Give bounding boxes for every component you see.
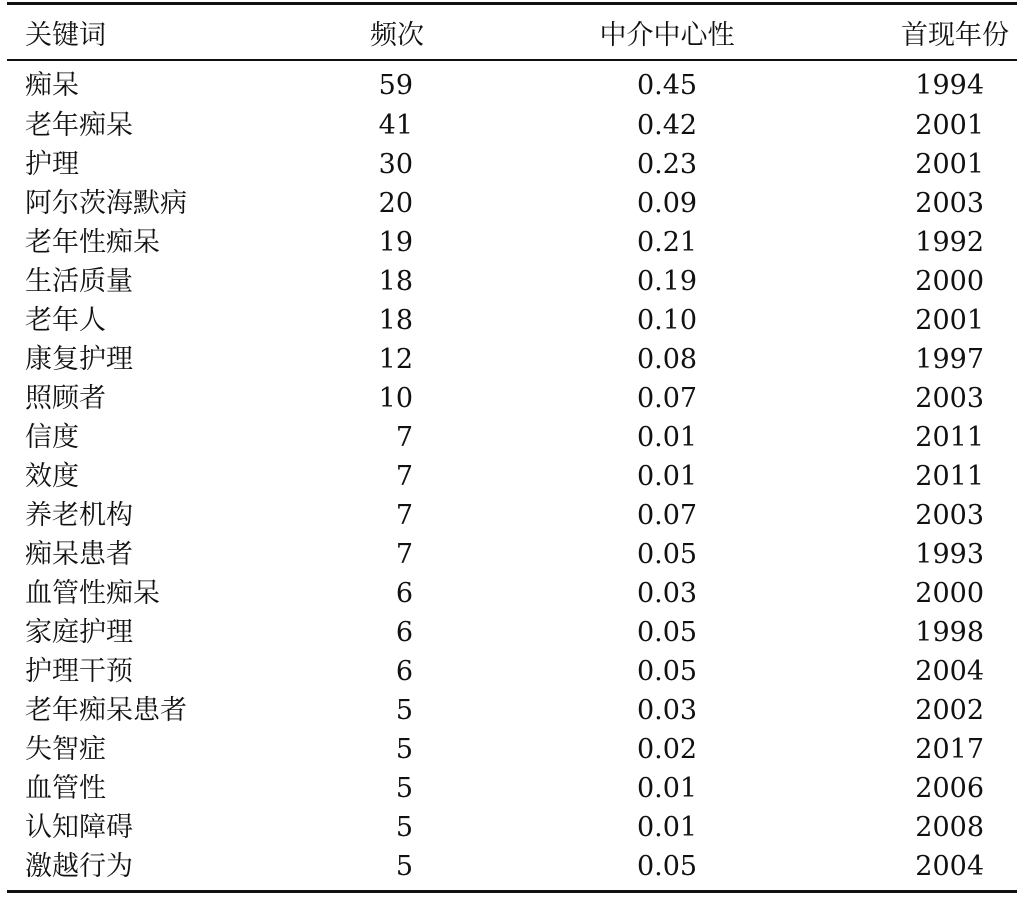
cell-keyword: 效度 [25, 461, 79, 492]
table-header [7, 5, 1017, 59]
header-row [7, 5, 1017, 59]
table-row [7, 730, 1017, 769]
cell-centrality: 0.42 [636, 110, 698, 141]
cell-frequency: 19 [378, 227, 413, 258]
table-row [7, 457, 1017, 496]
cell-centrality: 0.05 [636, 851, 698, 882]
cell-frequency: 18 [378, 305, 413, 336]
cell-frequency: 7 [395, 500, 413, 531]
cell-frequency-wrap [297, 574, 497, 613]
cell-centrality: 0.01 [636, 461, 698, 492]
cell-frequency-wrap [297, 106, 497, 145]
cell-frequency: 18 [378, 266, 413, 297]
cell-keyword: 护理 [25, 149, 79, 180]
cell-keyword: 养老机构 [25, 500, 133, 531]
cell-keyword: 信度 [25, 422, 79, 453]
table-body [7, 59, 1017, 886]
cell-frequency: 5 [395, 812, 413, 843]
header-centrality: 中介中心性 [599, 19, 735, 51]
table-row [7, 301, 1017, 340]
table-row [7, 652, 1017, 691]
cell-frequency-wrap [297, 496, 497, 535]
table-row [7, 379, 1017, 418]
table-row [7, 262, 1017, 301]
cell-keyword: 照顾者 [25, 383, 106, 414]
cell-frequency: 59 [378, 70, 413, 101]
cell-keyword: 激越行为 [25, 851, 133, 882]
cell-first-year: 2006 [915, 773, 984, 804]
cell-frequency-wrap [297, 379, 497, 418]
table-row [7, 535, 1017, 574]
cell-frequency-wrap [297, 847, 497, 886]
cell-first-year: 1993 [915, 539, 984, 570]
header-keyword: 关键词 [25, 19, 106, 51]
cell-frequency-wrap [297, 262, 497, 301]
table-row [7, 340, 1017, 379]
table-row [7, 691, 1017, 730]
cell-frequency-wrap [297, 730, 497, 769]
cell-centrality: 0.08 [636, 344, 698, 375]
cell-centrality: 0.09 [636, 188, 698, 219]
cell-first-year: 2001 [915, 305, 984, 336]
cell-frequency: 6 [395, 656, 413, 687]
cell-first-year: 2004 [915, 851, 984, 882]
cell-centrality: 0.01 [636, 812, 698, 843]
cell-frequency: 6 [395, 578, 413, 609]
cell-centrality: 0.01 [636, 773, 698, 804]
cell-first-year: 1994 [915, 70, 984, 101]
cell-frequency: 7 [395, 461, 413, 492]
cell-centrality: 0.23 [636, 149, 698, 180]
cell-centrality: 0.10 [636, 305, 698, 336]
cell-first-year: 2003 [915, 500, 984, 531]
cell-first-year: 2003 [915, 188, 984, 219]
cell-first-year: 2008 [915, 812, 984, 843]
cell-frequency: 5 [395, 734, 413, 765]
table-row [7, 223, 1017, 262]
keyword-table-container [7, 0, 1017, 921]
cell-first-year: 2017 [915, 734, 984, 765]
cell-first-year: 2001 [915, 149, 984, 180]
cell-keyword: 阿尔茨海默病 [25, 188, 187, 219]
cell-centrality: 0.01 [636, 422, 698, 453]
cell-frequency-wrap [297, 301, 497, 340]
cell-keyword: 血管性痴呆 [25, 578, 160, 609]
cell-centrality: 0.45 [636, 70, 698, 101]
table-row [7, 574, 1017, 613]
cell-centrality: 0.07 [636, 500, 698, 531]
cell-first-year: 1998 [915, 617, 984, 648]
table-row [7, 496, 1017, 535]
cell-frequency: 6 [395, 617, 413, 648]
cell-centrality: 0.02 [636, 734, 698, 765]
cell-keyword: 老年人 [25, 305, 106, 336]
table-row [7, 184, 1017, 223]
cell-frequency-wrap [297, 457, 497, 496]
table-row [7, 106, 1017, 145]
cell-first-year: 1997 [915, 344, 984, 375]
cell-keyword: 家庭护理 [25, 617, 133, 648]
table-row [7, 769, 1017, 808]
cell-centrality: 0.07 [636, 383, 698, 414]
table-row [7, 418, 1017, 457]
cell-frequency-wrap [297, 340, 497, 379]
cell-first-year: 2000 [915, 578, 984, 609]
cell-first-year: 2001 [915, 110, 984, 141]
cell-first-year: 2011 [915, 461, 984, 492]
cell-keyword: 老年性痴呆 [25, 227, 160, 258]
cell-frequency: 30 [378, 149, 413, 180]
cell-keyword: 康复护理 [25, 344, 133, 375]
cell-frequency-wrap [297, 769, 497, 808]
keyword-table [7, 5, 1017, 886]
cell-frequency-wrap [297, 59, 497, 106]
cell-frequency-wrap [297, 223, 497, 262]
cell-frequency: 5 [395, 695, 413, 726]
cell-keyword: 老年痴呆患者 [25, 695, 187, 726]
cell-keyword: 失智症 [25, 734, 106, 765]
cell-keyword: 老年痴呆 [25, 110, 133, 141]
cell-centrality: 0.05 [636, 656, 698, 687]
cell-keyword: 护理干预 [25, 656, 133, 687]
table-row [7, 808, 1017, 847]
cell-frequency: 7 [395, 422, 413, 453]
cell-first-year: 2002 [915, 695, 984, 726]
table-row [7, 59, 1017, 106]
cell-frequency-wrap [297, 535, 497, 574]
cell-keyword: 痴呆患者 [25, 539, 133, 570]
cell-frequency-wrap [297, 145, 497, 184]
cell-frequency: 5 [395, 851, 413, 882]
cell-centrality: 0.21 [636, 227, 698, 258]
cell-first-year: 2003 [915, 383, 984, 414]
cell-frequency-wrap [297, 184, 497, 223]
cell-frequency: 10 [378, 383, 413, 414]
cell-frequency-wrap [297, 691, 497, 730]
cell-centrality: 0.19 [636, 266, 698, 297]
table-row [7, 145, 1017, 184]
cell-keyword: 认知障碍 [25, 812, 133, 843]
cell-centrality: 0.05 [636, 617, 698, 648]
cell-frequency-wrap [297, 418, 497, 457]
cell-first-year: 2011 [915, 422, 984, 453]
header-frequency: 频次 [370, 19, 424, 51]
table-row [7, 613, 1017, 652]
cell-first-year: 2000 [915, 266, 984, 297]
cell-frequency-wrap [297, 613, 497, 652]
cell-keyword: 生活质量 [25, 266, 133, 297]
cell-first-year: 2004 [915, 656, 984, 687]
cell-centrality: 0.03 [636, 578, 698, 609]
cell-frequency: 5 [395, 773, 413, 804]
cell-centrality: 0.05 [636, 539, 698, 570]
cell-frequency: 20 [378, 188, 413, 219]
cell-centrality: 0.03 [636, 695, 698, 726]
cell-frequency: 41 [378, 110, 413, 141]
header-first-year: 首现年份 [901, 19, 1009, 51]
cell-first-year: 1992 [915, 227, 984, 258]
table-bottom-rule [7, 890, 1017, 893]
table-row [7, 847, 1017, 886]
cell-keyword: 痴呆 [25, 70, 79, 101]
cell-frequency-wrap [297, 808, 497, 847]
cell-frequency-wrap [297, 652, 497, 691]
cell-frequency: 7 [395, 539, 413, 570]
cell-frequency: 12 [378, 344, 413, 375]
cell-keyword: 血管性 [25, 773, 106, 804]
